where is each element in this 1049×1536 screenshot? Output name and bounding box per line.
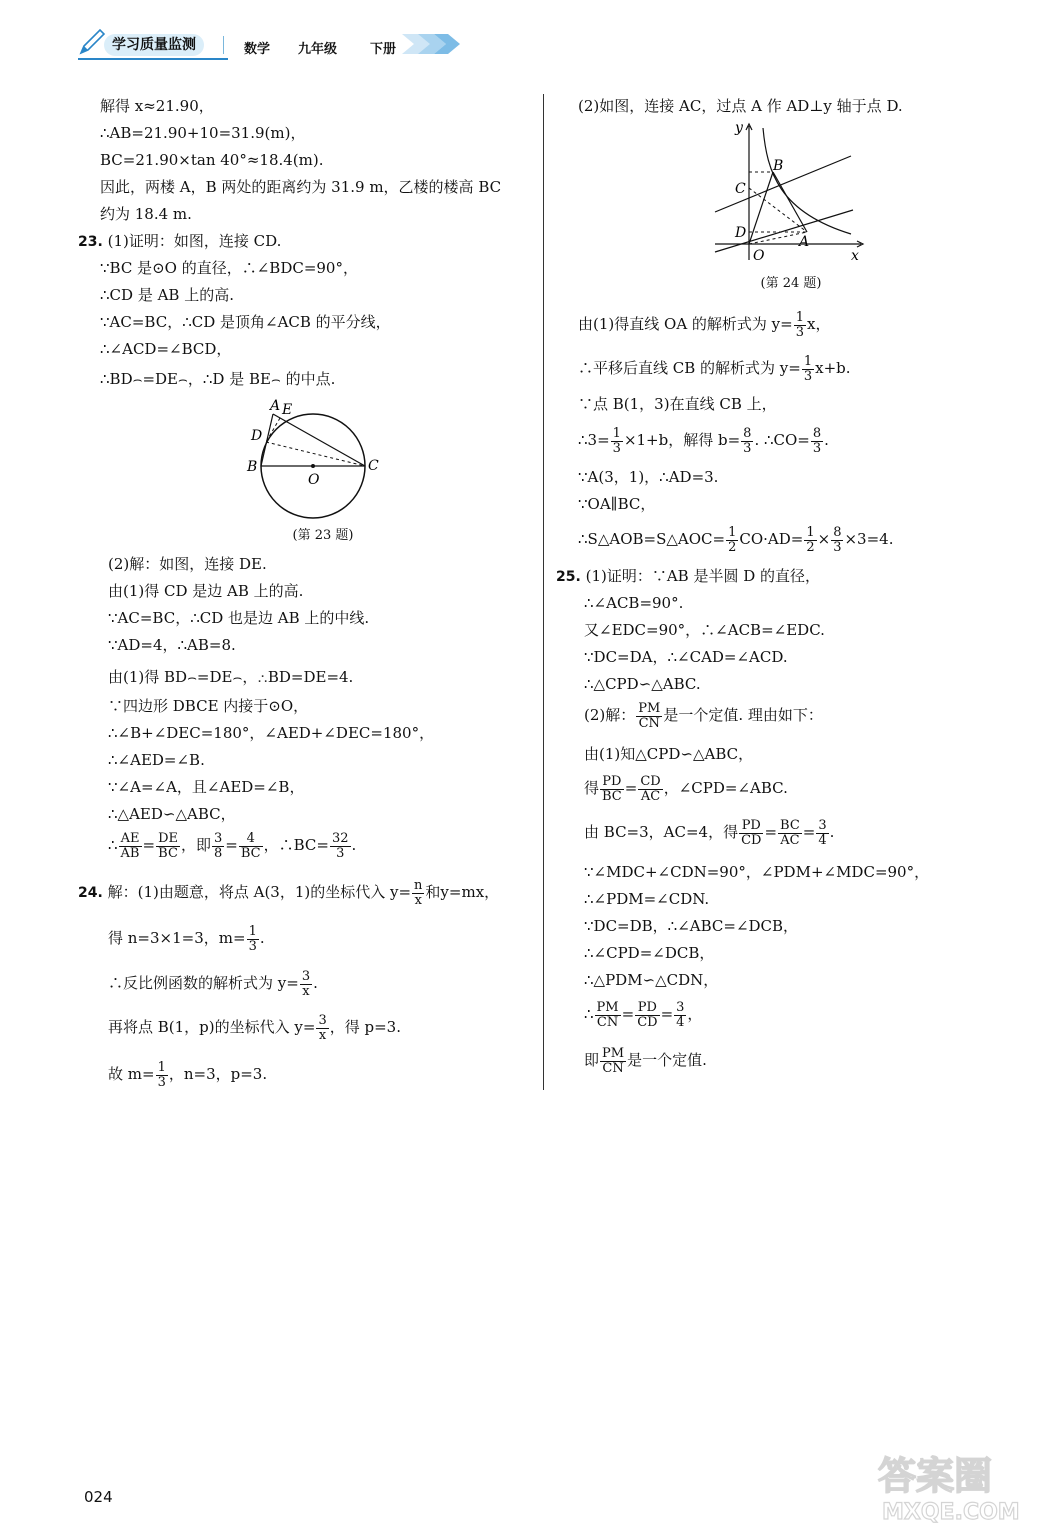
fraction: $\frac{PD}{CD}$	[741, 817, 762, 848]
fraction: $\frac{PM}{CN}$	[596, 999, 619, 1030]
circle-diagram	[243, 398, 403, 524]
figure-23-caption: (第 23 题)	[292, 528, 354, 543]
brand-title: 学习质量监测	[104, 34, 204, 56]
text-line: 由(1)知△CPD∽△ABC，	[584, 745, 754, 763]
fraction: $\frac{PM}{CN}$	[638, 700, 661, 731]
watermark-bottom: MXQE.COM	[882, 1500, 1020, 1525]
text-line: 又∠EDC=90°，∴∠ACB=∠EDC.	[584, 621, 825, 639]
header-separator	[223, 36, 224, 54]
fraction: $\frac{PD}{CD}$	[637, 999, 658, 1030]
page-number: 024	[84, 1488, 113, 1506]
text-line: 解得 x≈21.90，	[100, 97, 214, 115]
fraction: $\frac{AE}{AB}$	[120, 830, 140, 861]
label-O: O	[753, 248, 765, 264]
label-C: C	[368, 458, 379, 474]
pencil-icon	[78, 28, 106, 56]
fraction: $\frac{n}{x}$	[414, 877, 423, 908]
label-D: D	[735, 225, 747, 241]
fraction: $\frac{8}{3}$	[833, 524, 842, 555]
fraction: $\frac{1}{3}$	[803, 353, 813, 384]
text-line: ∵∠MDC+∠CDN=90°，∠PDM+∠MDC=90°，	[584, 863, 930, 881]
text-line: ∴S△AOB=S△AOC= $\frac{1}{2}$ CO·AD= $\frac{1}{2}$ × $\frac{8}{3}$ ×3=4.	[578, 524, 894, 555]
fraction: $\frac{3}{x}$	[318, 1012, 327, 1043]
label-A: A	[270, 398, 281, 414]
text-line: 由(1)得 BD⌢=DE⌢，∴BD=DE=4.	[108, 668, 354, 686]
label-B: B	[773, 158, 784, 174]
text-line: ∵DC=DB，∴∠ABC=∠DCB，	[584, 917, 799, 935]
fraction: $\frac{PM}{CN}$	[602, 1045, 625, 1076]
text-line: ∵OA∥BC，	[578, 495, 656, 513]
question-number: 24.	[78, 885, 103, 901]
fraction: $\frac{4}{BC}$	[240, 830, 261, 861]
text-line: (2)解：如图，连接 DE.	[108, 555, 267, 573]
text-line: ∴∠ACB=90°.	[584, 594, 684, 612]
text-line: BC=21.90×tan 40°≈18.4(m).	[100, 151, 324, 169]
page-header	[78, 28, 498, 62]
fraction: $\frac{3}{4}$	[818, 817, 827, 848]
label-C: C	[735, 181, 746, 197]
figure-24-caption: (第 24 题)	[760, 276, 822, 291]
fraction: $\frac{DE}{BC}$	[158, 830, 178, 861]
fraction: $\frac{1}{3}$	[157, 1059, 166, 1090]
text-line: ∴△CPD∽△ABC.	[584, 675, 701, 693]
text-line: ∵AD=4，∴AB=8.	[108, 636, 236, 654]
text-line: ∴反比例函数的解析式为 y= $\frac{3}{x}$ .	[108, 968, 318, 999]
watermark-top: 答案圈	[878, 1454, 993, 1498]
watermark-logo	[870, 1445, 1030, 1525]
text-line: ∴∠ACD=∠BCD，	[100, 340, 232, 358]
label-B: B	[247, 459, 258, 475]
fraction: $\frac{1}{3}$	[795, 309, 805, 340]
question-25: 25. (1)证明：∵AB 是半圆 D 的直径，	[556, 567, 821, 585]
label-D: D	[251, 428, 263, 444]
text-line: ∴平移后直线 CB 的解析式为 y= $\frac{1}{3}$ x+b.	[578, 353, 851, 384]
question-23	[78, 231, 281, 252]
text-line: 再将点 B(1，p)的坐标代入 y= $\frac{3}{x}$ ，得 p=3.	[108, 1012, 401, 1043]
fraction: $\frac{3}{x}$	[301, 968, 311, 999]
fraction: $\frac{32}{3}$	[331, 830, 349, 861]
fraction: $\frac{1}{2}$	[728, 524, 737, 555]
text-line: ∴∠AED=∠B.	[108, 751, 205, 769]
text-line: ∵BC 是⊙O 的直径，∴∠BDC=90°，	[100, 259, 358, 277]
fraction: $\frac{1}{2}$	[806, 524, 815, 555]
text-line: ∵DC=DA，∴∠CAD=∠ACD.	[584, 648, 788, 666]
header-rule	[78, 58, 228, 60]
text-line: 得 n=3×1=3，m= $\frac{1}{3}$ .	[108, 923, 265, 954]
text-line: ∴∠CPD=∠DCB，	[584, 944, 715, 962]
text-line: 因此，两楼 A，B 两处的距离约为 31.9 m，乙楼的楼高 BC	[100, 178, 502, 196]
text-line: 得 $\frac{PD}{BC}$ = $\frac{CD}{AC}$ ，∠CPD=∠ABC.	[584, 773, 788, 804]
text-line: (2)如图，连接 AC，过点 A 作 AD⊥y 轴于点 D.	[578, 97, 903, 115]
column-divider	[543, 94, 544, 1090]
text-line: 即 $\frac{PM}{CN}$ 是一个定值.	[584, 1045, 707, 1076]
fraction: $\frac{BC}{AC}$	[780, 817, 800, 848]
text-line: 由(1)得 CD 是边 AB 上的高.	[108, 582, 304, 600]
text-line: ∴ $\frac{PM}{CN}$ = $\frac{PD}{CD}$ = $\frac{3}{4}$ ，	[584, 999, 703, 1030]
fraction: $\frac{1}{3}$	[248, 923, 257, 954]
fraction: $\frac{8}{3}$	[743, 425, 752, 456]
chevron-arrows-icon	[400, 30, 470, 58]
question-number: 23.	[78, 234, 103, 250]
label-E: E	[282, 402, 293, 418]
fraction: $\frac{CD}{AC}$	[640, 773, 661, 804]
fraction: $\frac{1}{3}$	[612, 425, 621, 456]
coordinate-diagram	[711, 122, 871, 264]
text-line: (2)解： $\frac{PM}{CN}$ 是一个定值. 理由如下：	[584, 700, 823, 731]
text-line: 故 m= $\frac{1}{3}$ ，n=3，p=3.	[108, 1059, 268, 1090]
text-line: ∴∠PDM=∠CDN.	[584, 890, 710, 908]
figure-23	[243, 398, 403, 548]
figure-24	[711, 122, 871, 292]
ratio-line: ∴ $\frac{AE}{AB}$ = $\frac{DE}{BC}$ ，即 $\frac{3}{8}$ = $\frac{4}{BC}$ ，∴BC= $\frac{32}{3}$ .	[108, 830, 357, 861]
subject-label: 数学	[244, 42, 271, 57]
text-line: ∵点 B(1，3)在直线 CB 上，	[578, 395, 777, 413]
fraction: $\frac{PD}{BC}$	[602, 773, 622, 804]
text-line: ∴△AED∽△ABC，	[108, 805, 236, 823]
text-line: ∵四边形 DBCE 内接于⊙O，	[108, 697, 309, 715]
text-line: (1)证明：如图，连接 CD.	[107, 232, 282, 250]
label-O: O	[308, 472, 320, 488]
text-line: ∵∠A=∠A，且∠AED=∠B，	[108, 778, 305, 796]
question-24: 24. 解：(1)由题意，将点 A(3，1)的坐标代入 y= $\frac{n}{x}$ 和y=mx，	[78, 877, 500, 908]
text-line: ∴△PDM∽△CDN，	[584, 971, 719, 989]
label-A: A	[799, 234, 810, 250]
label-x: x	[851, 248, 859, 264]
volume-label: 下册	[370, 42, 397, 57]
grade-label: 九年级	[298, 42, 338, 57]
fraction: $\frac{3}{4}$	[676, 999, 685, 1030]
fraction: $\frac{8}{3}$	[812, 425, 822, 456]
text-line: ∴AB=21.90+10=31.9(m)，	[100, 124, 306, 142]
question-number: 25.	[556, 569, 581, 585]
text-line: 由(1)得直线 OA 的解析式为 y= $\frac{1}{3}$ x，	[578, 309, 831, 340]
text-line: ∵AC=BC，∴CD 也是边 AB 上的中线.	[108, 609, 370, 627]
text-line: ∵A(3，1)，∴AD=3.	[578, 468, 719, 486]
text-line: 由 BC=3，AC=4，得 $\frac{PD}{CD}$ = $\frac{BC}{AC}$ = $\frac{3}{4}$ .	[584, 817, 835, 848]
text-line: ∴CD 是 AB 上的高.	[100, 286, 234, 304]
text-line: ∴∠B+∠DEC=180°，∠AED+∠DEC=180°，	[108, 724, 435, 742]
text-line: 约为 18.4 m.	[100, 205, 192, 223]
text-line: ∴BD⌢=DE⌢，∴D 是 BE⌢ 的中点.	[100, 370, 336, 388]
text-line: ∴3= $\frac{1}{3}$ ×1+b，解得 b= $\frac{8}{3}$ . ∴CO= $\frac{8}{3}$ .	[578, 425, 829, 456]
text-line: ∵AC=BC，∴CD 是顶角∠ACB 的平分线，	[100, 313, 391, 331]
fraction: $\frac{3}{8}$	[214, 830, 223, 861]
label-y: y	[735, 122, 743, 136]
